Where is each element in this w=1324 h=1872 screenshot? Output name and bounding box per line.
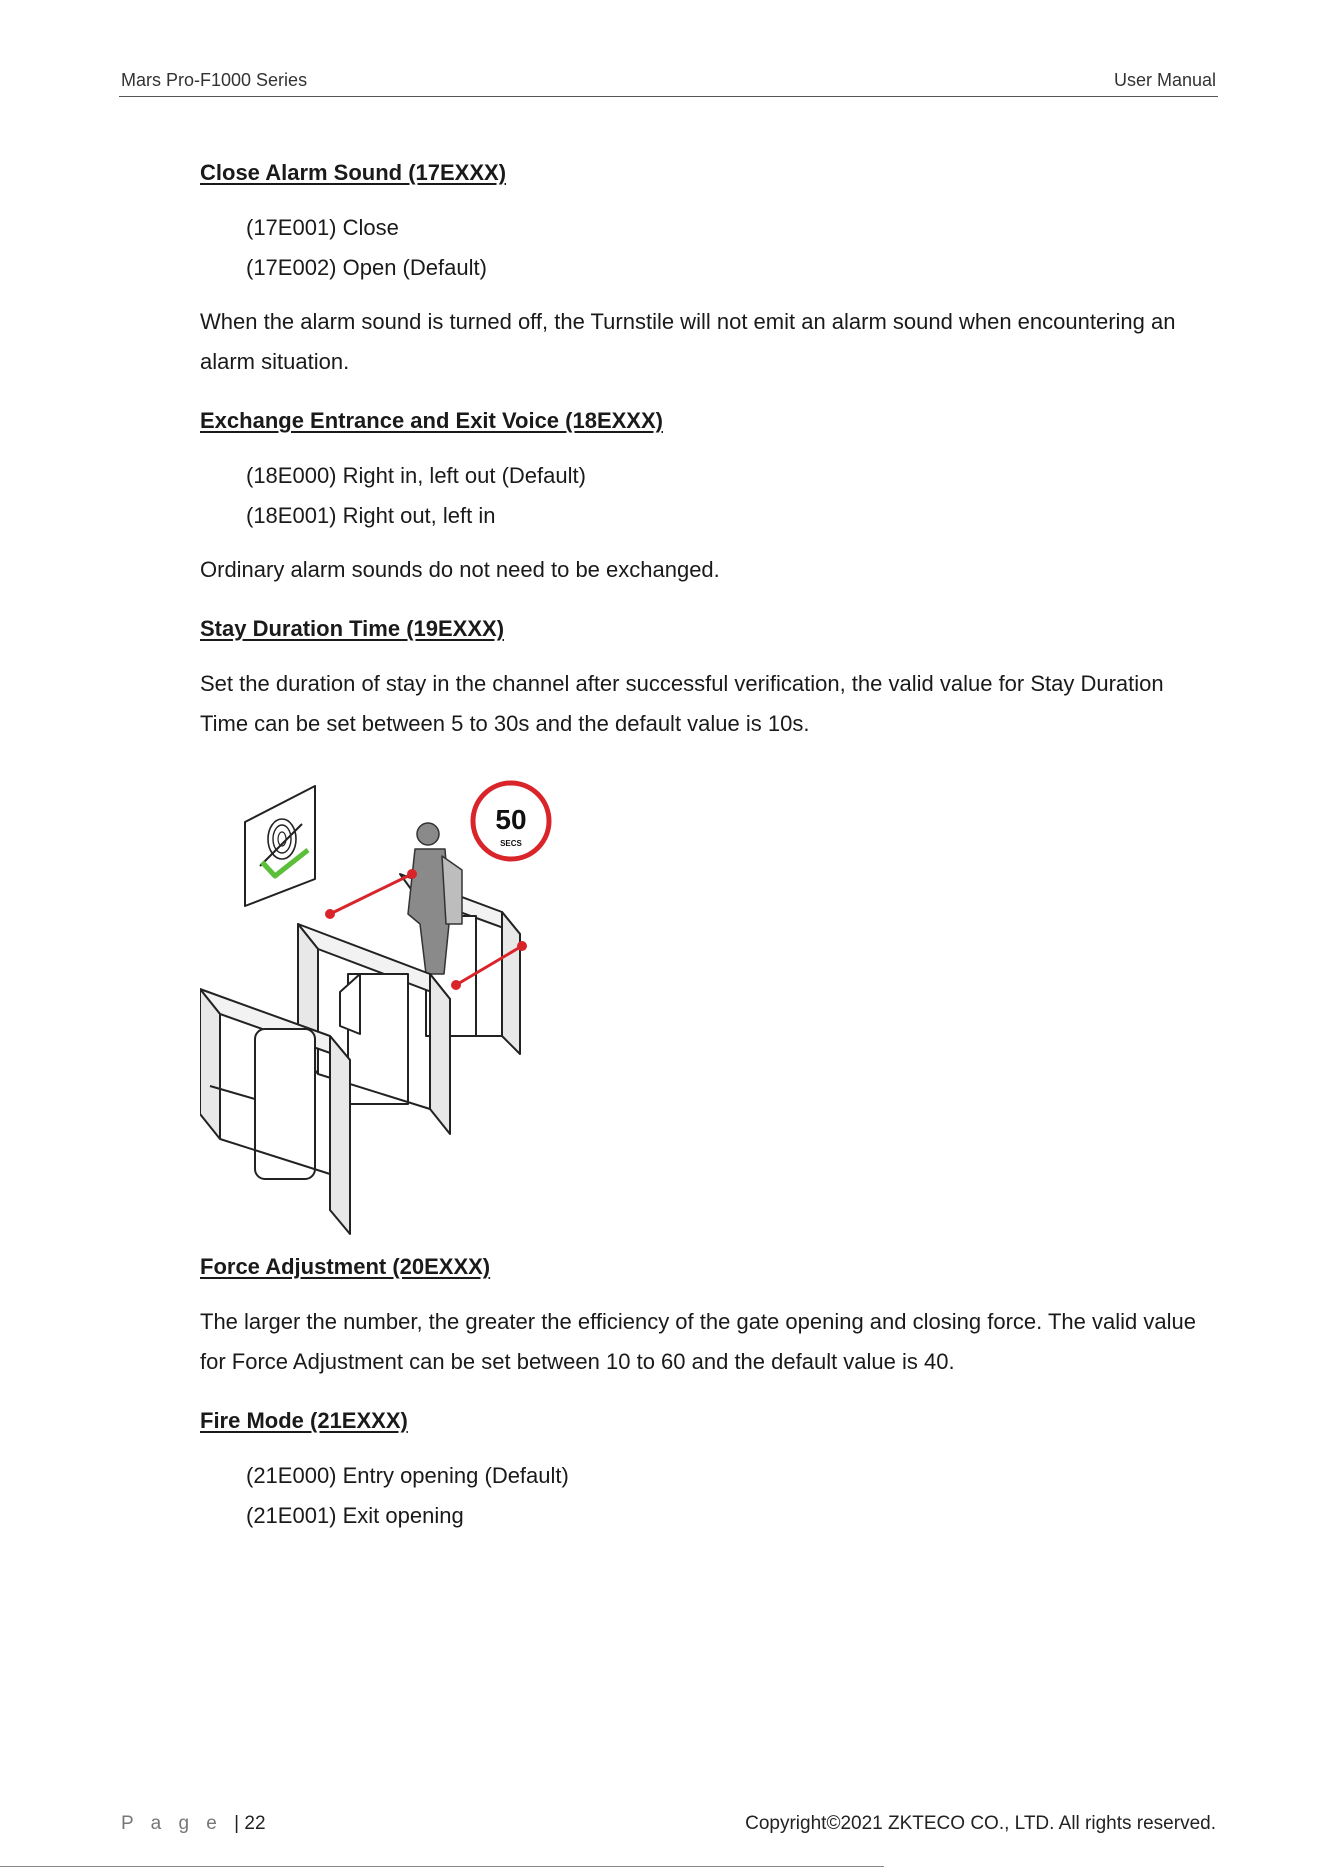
page-label: P a g e [121, 1813, 223, 1834]
section-title: Close Alarm Sound (17EXXX) [200, 160, 507, 185]
option-item: (18E001) Right out, left in [246, 503, 496, 528]
section-title: Exchange Entrance and Exit Voice (18EXXX) [200, 408, 663, 433]
timer-unit: SECS [500, 839, 522, 848]
section-description: Ordinary alarm sounds do not need to be exchanged. [200, 557, 720, 582]
option-item: (17E001) Close [246, 215, 399, 240]
section-title: Fire Mode (21EXXX) [200, 1408, 408, 1433]
section-title: Stay Duration Time (19EXXX) [200, 616, 505, 641]
section-close-alarm [200, 160, 1216, 382]
section-exchange-voice [200, 408, 1216, 590]
copyright-text: Copyright©2021 ZKTECO CO., LTD. All rights reserved. [745, 1813, 1216, 1834]
header-divider [119, 96, 1218, 97]
option-list [246, 1456, 1216, 1536]
option-item: (18E000) Right in, left out (Default) [246, 463, 586, 488]
header-series: Mars Pro-F1000 Series [121, 70, 308, 90]
option-list [246, 456, 1216, 536]
option-item: (21E001) Exit opening [246, 1503, 464, 1528]
front-gate [200, 989, 350, 1234]
page-footer-label [121, 1813, 266, 1835]
fingerprint-icon [245, 786, 315, 906]
page-number: | 22 [234, 1813, 266, 1834]
option-item: (21E000) Entry opening (Default) [246, 1463, 569, 1488]
option-list [246, 208, 1216, 288]
turnstile-illustration [200, 774, 600, 1244]
section-fire-mode [200, 1408, 1216, 1536]
section-description: The larger the number, the greater the efficiency of the gate opening and closing force. The valid value for Force Adjustment can be set between 10 to 60 and the default value is 40. [200, 1309, 1196, 1374]
section-description: When the alarm sound is turned off, the Turnstile will not emit an alarm sound when encountering an alarm situation. [200, 309, 1176, 374]
timer-icon [473, 783, 549, 859]
bottom-divider [0, 1866, 884, 1867]
page-content [200, 160, 1216, 1536]
turnstile-drawing [200, 774, 600, 1244]
option-item: (17E002) Open (Default) [246, 255, 487, 280]
header-manual: User Manual [1113, 70, 1216, 90]
section-title: Force Adjustment (20EXXX) [200, 1254, 491, 1279]
timer-value: 50 [495, 804, 527, 835]
section-stay-duration [200, 616, 1216, 744]
section-force-adjustment [200, 1254, 1216, 1382]
section-description: Set the duration of stay in the channel after successful verification, the valid value for Stay Duration Time can be set between 5 to 30s and the default value is 10s. [200, 671, 1164, 736]
